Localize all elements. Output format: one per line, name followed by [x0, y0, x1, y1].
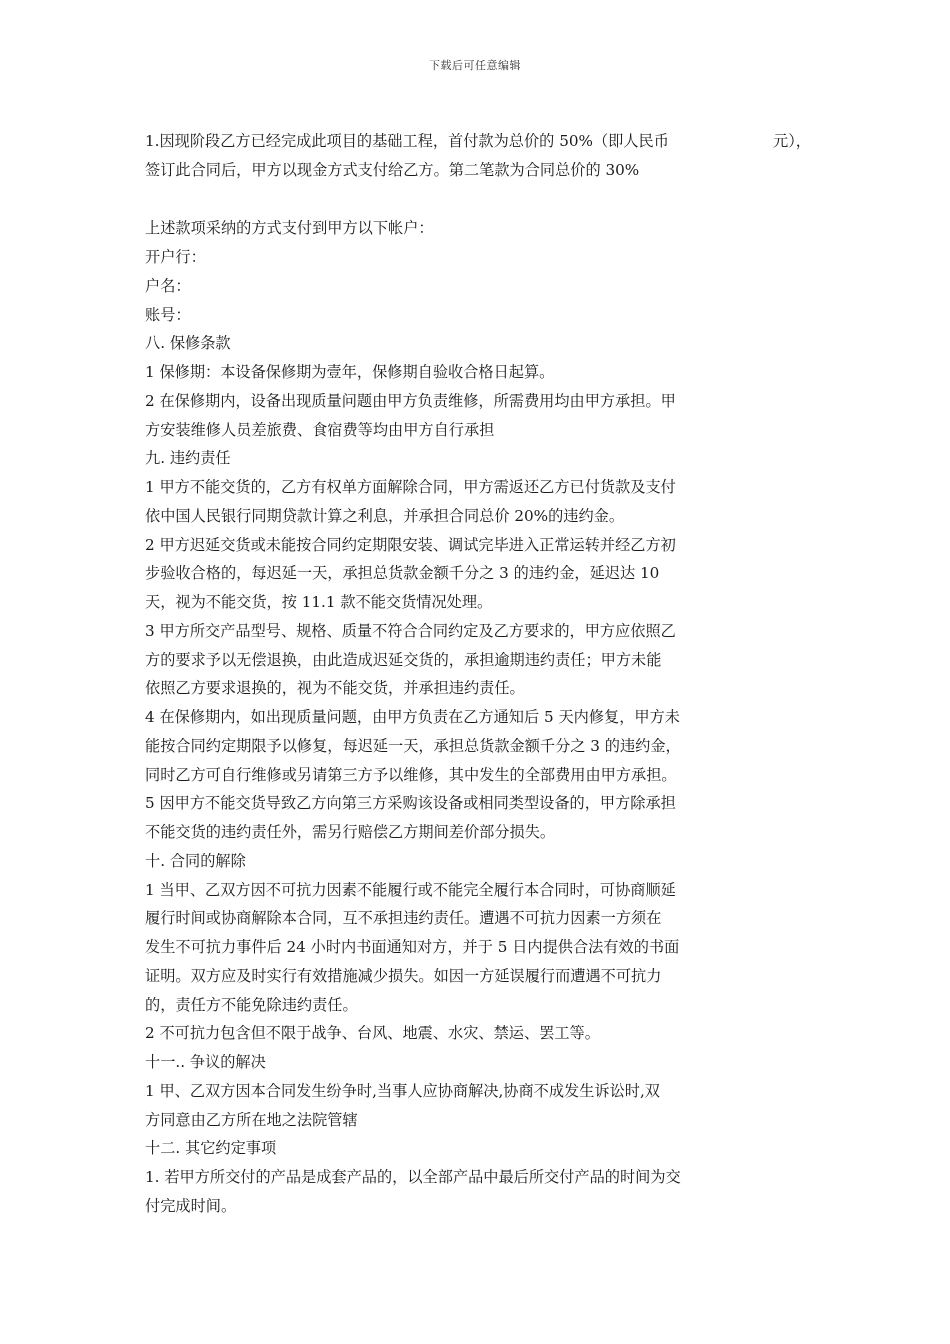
currency-unit: 元），	[773, 132, 811, 150]
text-line: 方安装维修人员差旅费、食宿费等均由甲方自行承担	[145, 421, 495, 439]
text-line	[145, 131, 825, 151]
text-line: 2 不可抗力包含但不限于战争、台风、地震、水灾、禁运、罢工等。	[145, 1024, 600, 1042]
page-header: 下载后可任意编辑	[429, 59, 521, 72]
text-line: 的，责任方不能免除违约责任。	[145, 996, 358, 1014]
section-heading: 八. 保修条款	[145, 334, 231, 352]
text-line: 发生不可抗力事件后 24 小时内书面通知对方，并于 5 日内提供合法有效的书面	[145, 938, 680, 956]
text-line: 方的要求予以无偿退换，由此造成迟延交货的，承担逾期违约责任；甲方未能	[145, 651, 662, 669]
text-line: 依照乙方要求退换的，视为不能交货，并承担违约责任。	[145, 679, 525, 697]
text-line-content: 1.因现阶段乙方已经完成此项目的基础工程，首付款为总价的 50%（即人民币	[145, 132, 669, 150]
text-line: 上述款项采纳的方式支付到甲方以下帐户：	[145, 219, 434, 237]
section-heading: 十二. 其它约定事项	[145, 1139, 277, 1157]
text-line: 步验收合格的，每迟延一天，承担总货款金额千分之 3 的违约金，延迟达 10	[145, 564, 660, 582]
text-line: 4 在保修期内，如出现质量问题，由甲方负责在乙方通知后 5 天内修复，甲方未	[145, 708, 680, 726]
text-line: 5 因甲方不能交货导致乙方向第三方采购该设备或相同类型设备的，甲方除承担	[145, 794, 676, 812]
text-line: 签订此合同后，甲方以现金方式支付给乙方。第二笔款为合同总价的 30%	[145, 161, 640, 179]
text-line: 1 当甲、乙双方因不可抗力因素不能履行或不能完全履行本合同时，可协商顺延	[145, 881, 676, 899]
text-line: 2 甲方迟延交货或未能按合同约定期限安装、调试完毕进入正常运转并经乙方初	[145, 536, 676, 554]
text-line: 1 保修期：本设备保修期为壹年，保修期自验收合格日起算。	[145, 363, 555, 381]
text-line: 1. 若甲方所交付的产品是成套产品的，以全部产品中最后所交付产品的时间为交	[145, 1168, 681, 1186]
text-line: 开户行：	[145, 248, 206, 266]
section-heading: 十. 合同的解除	[145, 852, 246, 870]
text-line: 不能交货的违约责任外，需另行赔偿乙方期间差价部分损失。	[145, 823, 556, 841]
section-heading: 十一.. 争议的解决	[145, 1053, 266, 1071]
text-line: 同时乙方可自行维修或另请第三方予以维修，其中发生的全部费用由甲方承担。	[145, 766, 677, 784]
text-line: 1 甲、乙双方因本合同发生纷争时,当事人应协商解决,协商不成发生诉讼时,双	[145, 1082, 660, 1100]
text-line: 证明。双方应及时实行有效措施减少损失。如因一方延误履行而遭遇不可抗力	[145, 967, 662, 985]
text-line: 方同意由乙方所在地之法院管辖	[145, 1111, 358, 1129]
text-line: 履行时间或协商解除本合同，互不承担违约责任。遭遇不可抗力因素一方须在	[145, 909, 662, 927]
text-line: 付完成时间。	[145, 1197, 237, 1215]
text-line: 3 甲方所交产品型号、规格、质量不符合合同约定及乙方要求的，甲方应依照乙	[145, 622, 676, 640]
text-line: 依中国人民银行同期贷款计算之利息，并承担合同总价 20%的违约金。	[145, 507, 625, 525]
text-line: 能按合同约定期限予以修复，每迟延一天，承担总货款金额千分之 3 的违约金，	[145, 737, 681, 755]
text-line: 天，视为不能交货，按 11.1 款不能交货情况处理。	[145, 593, 493, 611]
text-line: 2 在保修期内，设备出现质量问题由甲方负责维修，所需费用均由甲方承担。甲	[145, 392, 676, 410]
section-heading: 九. 违约责任	[145, 449, 231, 467]
text-line: 1 甲方不能交货的，乙方有权单方面解除合同，甲方需返还乙方已付货款及支付	[145, 478, 676, 496]
text-line: 户名：	[145, 277, 191, 295]
text-line: 账号：	[145, 306, 191, 324]
